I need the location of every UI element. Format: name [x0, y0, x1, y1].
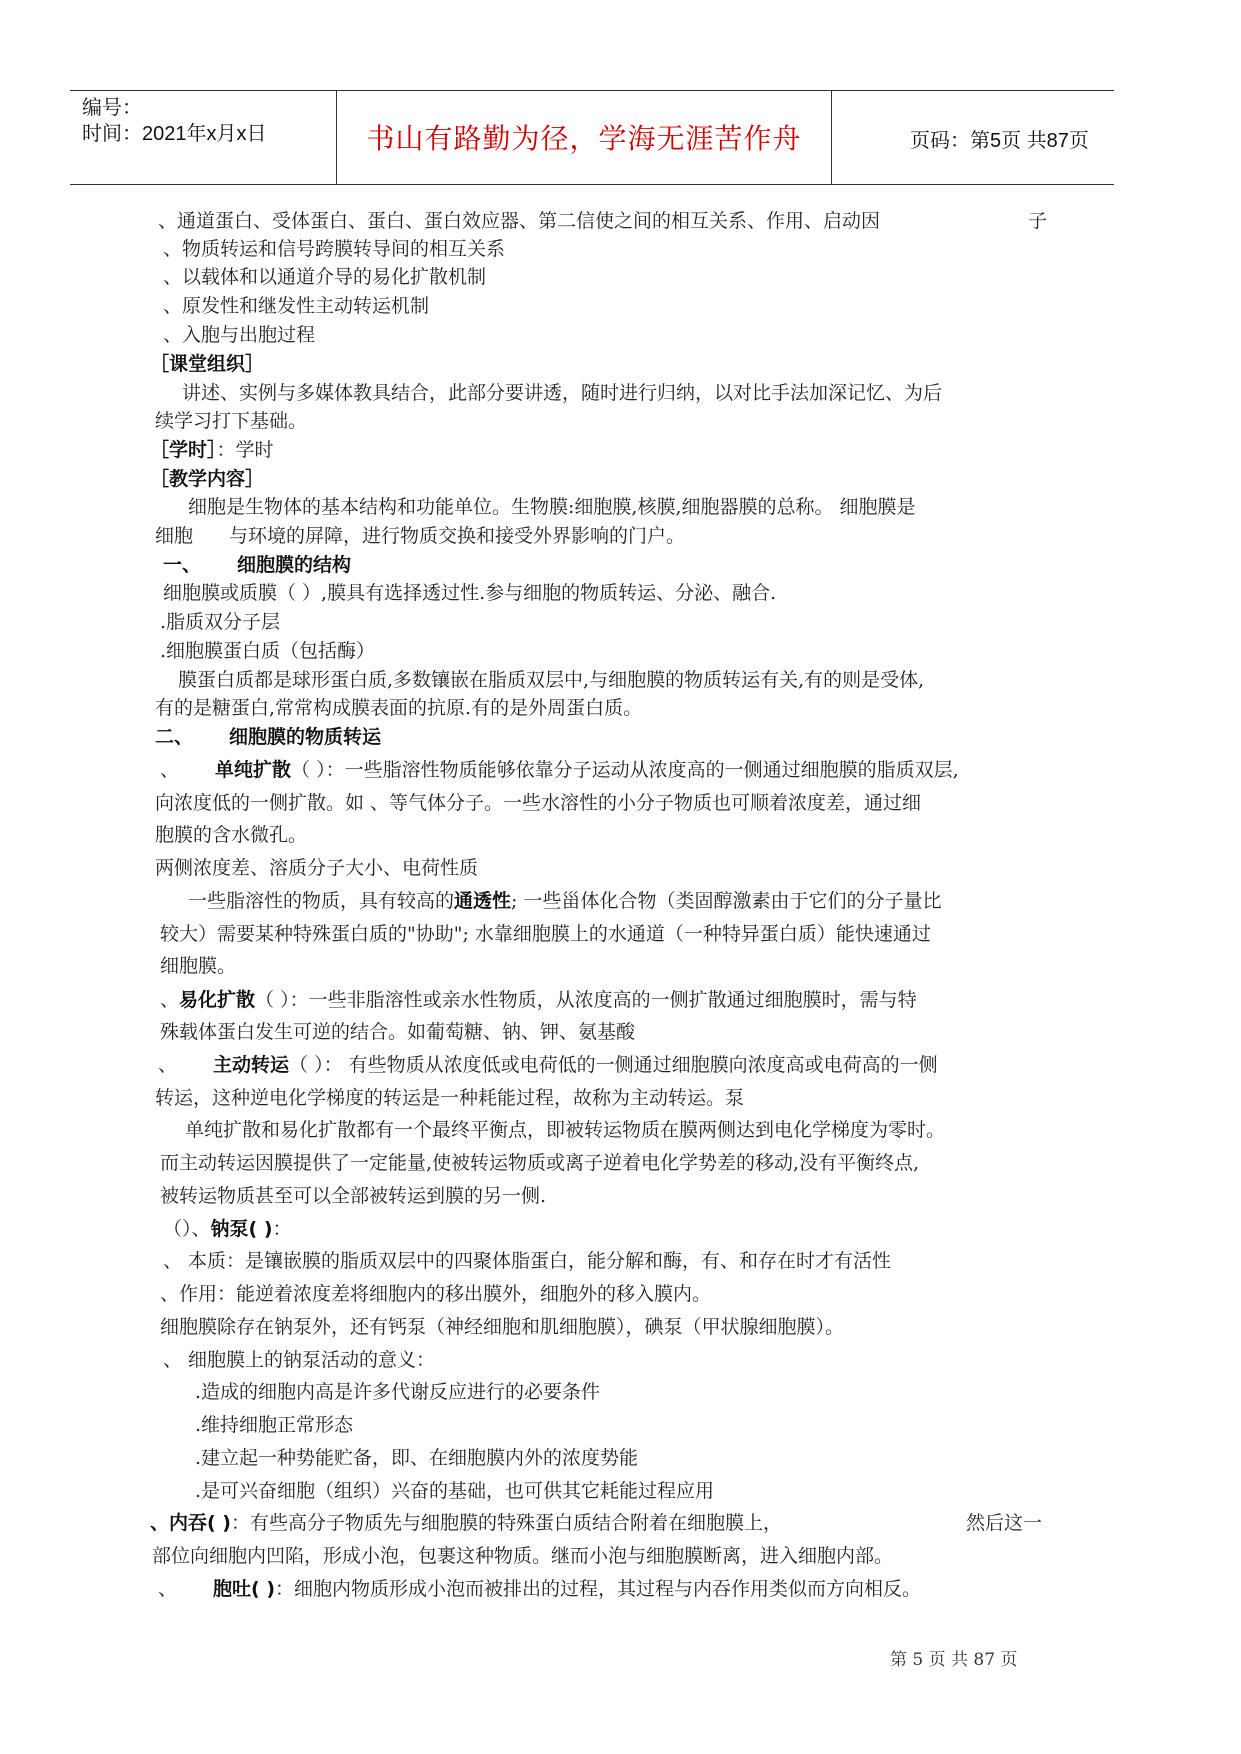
text-line: [158, 1576, 921, 1602]
text-line: 两侧浓度差、溶质分子大小、电荷性质: [155, 857, 479, 879]
line-text: 、: [158, 1578, 178, 1600]
motto-text: 书山有路勤为径，学海无涯苦作舟: [366, 122, 802, 155]
line-text: 一些脂溶性的物质，具有较高的: [188, 890, 455, 912]
page-footer: 第 5 页 共 87 页: [890, 1650, 1018, 1670]
text-line: 细胞膜。: [160, 955, 237, 977]
text-line: 有的是糖蛋白,常常构成膜表面的抗原.有的是外周蛋白质。: [155, 697, 643, 719]
section-title: 细胞膜的结构: [237, 554, 352, 576]
line-text: ：细胞内物质形成小泡而被排出的过程，其过程与内吞作用类似而方向相反。: [275, 1578, 922, 1600]
line-text: （ ）：一些非脂溶性或亲水性物质，从浓度高的一侧扩散通过细胞膜时，需与特: [255, 989, 917, 1011]
header-motto-cell: [336, 91, 832, 184]
text-line: 细胞膜除存在钠泵外，还有钙泵（神经细胞和肌细胞膜），碘泵（甲状腺细胞膜）。: [160, 1316, 845, 1338]
line-text: ：: [272, 1218, 292, 1240]
text-line: 殊载体蛋白发生可逆的结合。如葡萄糖、钠、钾、氨基酸: [160, 1021, 636, 1043]
section-heading: ［课堂组织］: [150, 353, 265, 375]
term-heading: 主动转运: [213, 1054, 290, 1076]
line-text: ; 一些甾体化合物（类固醇激素由于它们的分子量比: [511, 890, 942, 912]
text-line: 、原发性和继发性主动转运机制: [163, 295, 430, 317]
text-line: .细胞膜蛋白质（包括酶）: [160, 640, 376, 662]
header-meta-cell: [70, 91, 336, 184]
text-line: [188, 888, 941, 914]
line-text: 、通道蛋白、受体蛋白、蛋白、蛋白效应器、第二信使之间的相互关系、作用、启动因: [158, 210, 881, 232]
line-text: （ ）： 有些物质从浓度低或电荷低的一侧通过细胞膜向浓度高或电荷高的一侧: [289, 1054, 938, 1076]
term-heading: 通透性: [454, 890, 512, 912]
text-line: .维持细胞正常形态: [195, 1414, 354, 1436]
text-line: 讲述、实例与多媒体教具结合，此部分要讲透，随时进行归纳，以对比手法加深记忆、为后: [182, 382, 943, 404]
text-line: 、作用：能逆着浓度差将细胞内的移出膜外，细胞外的移入膜内。: [160, 1283, 712, 1305]
page-header: [70, 90, 1114, 185]
text-line: 细胞是生物体的基本结构和功能单位。生物膜:细胞膜,核膜,细胞器膜的总称。 细胞膜是: [188, 496, 916, 518]
line-text: 、: [160, 759, 180, 781]
section-title-structure: [163, 552, 351, 578]
text-line: [158, 208, 880, 234]
page-code: 页码：第5页 共87页: [910, 130, 1089, 152]
text-line: 续学习打下基础。: [155, 410, 308, 432]
text-line: 转运，这种逆电化学梯度的转运是一种耗能过程，故称为主动转运。泵: [155, 1087, 745, 1109]
line-text: 与环境的屏障，进行物质交换和接受外界影响的门户。: [229, 525, 686, 547]
text-line: [163, 1216, 292, 1242]
term-heading: 钠泵( ): [210, 1218, 273, 1240]
time-label: 时间：2021年x月x日: [82, 123, 267, 145]
section-number: 一、: [163, 554, 202, 576]
text-line: 、物质转运和信号跨膜转导间的相互关系: [163, 238, 506, 260]
text-line: 较大）需要某种特殊蛋白质的"协助"; 水靠细胞膜上的水通道（一种特异蛋白质）能快速通过: [160, 923, 931, 945]
term-heading: 胞吐( ): [213, 1578, 275, 1600]
text-line: 、 本质：是镶嵌膜的脂质双层中的四聚体脂蛋白，能分解和酶，有、和存在时才有活性: [163, 1250, 892, 1272]
line-text: ：学时: [216, 439, 274, 461]
text-line: 向浓度低的一侧扩散。如 、等气体分子。一些水溶性的小分子物质也可顺着浓度差，通过细: [155, 792, 922, 814]
text-line: 胞膜的含水微孔。: [155, 824, 308, 846]
text-line: 细胞膜或质膜（ ）,膜具有选择透过性.参与细胞的物质转运、分泌、融合.: [163, 582, 777, 604]
section-heading: ［学时］: [150, 439, 217, 461]
text-line: 部位向细胞内凹陷，形成小泡，包裹这种物质。继而小泡与细胞膜断离，进入细胞内部。: [152, 1545, 894, 1567]
term-heading: 易化扩散: [179, 989, 256, 1011]
text-line: [150, 437, 274, 463]
section-heading: ［教学内容］: [150, 468, 265, 490]
text-line: [155, 523, 685, 549]
text-line: 、以载体和以通道介导的易化扩散机制: [163, 266, 487, 288]
text-line: .建立起一种势能贮备，即、在细胞膜内外的浓度势能: [195, 1447, 639, 1469]
text-line: 而主动转运因膜提供了一定能量,使被转运物质或离子逆着电化学势差的移动,没有平衡终点,: [160, 1152, 920, 1174]
header-pagecode-cell: [832, 91, 1114, 184]
text-line: [160, 757, 959, 783]
term-heading: 、内吞( ): [150, 1512, 231, 1534]
text-line: [160, 987, 917, 1013]
text-line: 、 细胞膜上的钠泵活动的意义：: [163, 1349, 436, 1371]
line-text: 子: [1028, 210, 1048, 232]
text-line: [1028, 208, 1047, 234]
text-line: .是可兴奋细胞（组织）兴奋的基础，也可供其它耗能过程应用: [195, 1480, 715, 1502]
line-text: （ ）：一些脂溶性物质能够依靠分子运动从浓度高的一侧通过细胞膜的脂质双层,: [291, 759, 959, 781]
text-line: 被转运物质甚至可以全部被转运到膜的另一侧.: [160, 1185, 547, 1207]
text-line: 然后这一: [966, 1512, 1043, 1534]
section-number: 二、: [155, 726, 194, 748]
number-label: 编号：: [82, 97, 142, 119]
text-line: .脂质双分子层: [160, 611, 281, 633]
line-text: 、: [158, 1054, 178, 1076]
text-line: 膜蛋白质都是球形蛋白质,多数镶嵌在脂质双层中,与细胞膜的物质转运有关,有的则是受体,: [178, 669, 925, 691]
line-text: ：有些高分子物质先与细胞膜的特殊蛋白质结合附着在细胞膜上，: [230, 1512, 782, 1534]
term-heading: 单纯扩散: [215, 759, 292, 781]
line-text: （）、: [163, 1218, 211, 1240]
text-line: .造成的细胞内高是许多代谢反应进行的必要条件: [195, 1381, 601, 1403]
text-line: 单纯扩散和易化扩散都有一个最终平衡点，即被转运物质在膜两侧达到电化学梯度为零时。: [185, 1119, 946, 1141]
line-text: 细胞: [155, 525, 194, 547]
text-line: [150, 1510, 782, 1536]
section-title-transport: [155, 724, 381, 750]
text-line: [158, 1052, 938, 1078]
text-line: 、入胞与出胞过程: [163, 324, 316, 346]
line-text: 、: [160, 989, 180, 1011]
section-title: 细胞膜的物质转运: [229, 726, 382, 748]
